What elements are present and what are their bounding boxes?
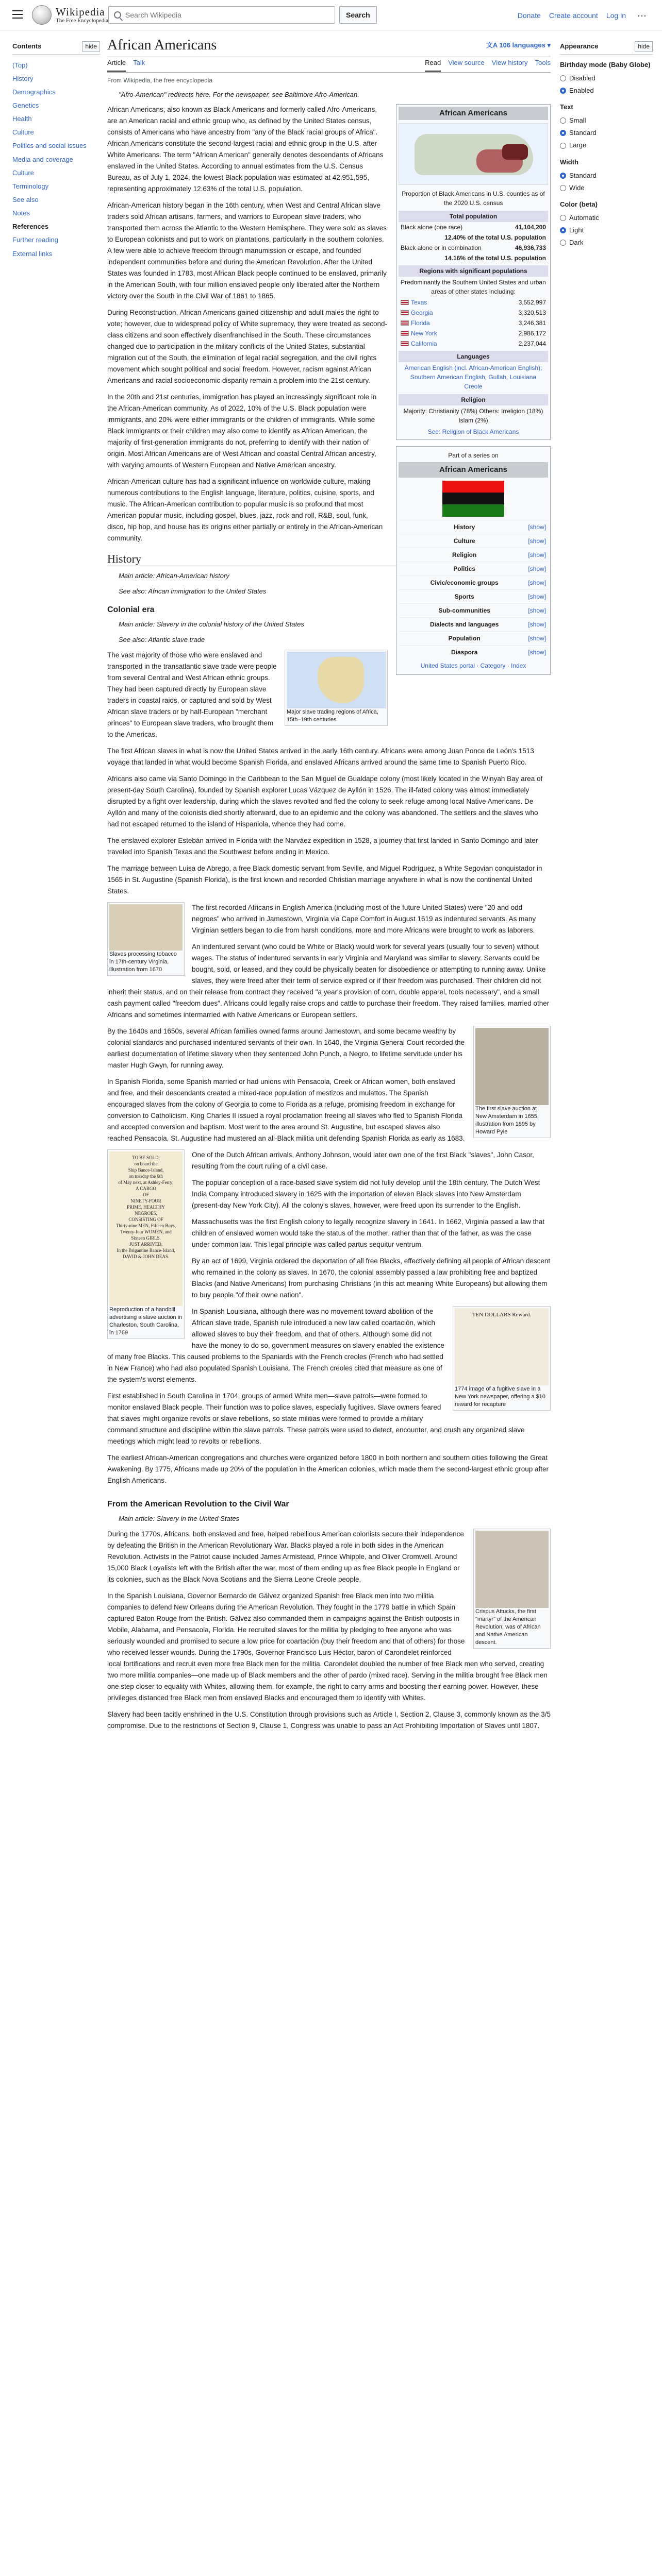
tab-view-source[interactable]: View source — [448, 59, 485, 67]
reward-notice-image-caption: 1774 image of a fugitive slave in a New York newspaper, offering a $10 reward for recapture — [455, 1385, 545, 1408]
navbox-row[interactable] — [399, 520, 548, 534]
site-header — [0, 0, 662, 31]
handbill-line: TO BE SOLD, — [132, 1155, 160, 1160]
colonial-heading: Colonial era — [107, 605, 155, 614]
search-icon — [114, 11, 121, 19]
width-label: Width — [560, 158, 578, 166]
appearance-panel — [560, 41, 653, 249]
table-of-contents — [12, 41, 100, 261]
toc-item[interactable]: Genetics — [12, 101, 39, 110]
color-option[interactable] — [560, 224, 653, 236]
colonial-paragraph: An indentured servant (who could be White or Black) would work for several years (usually four to seven) without wages. The status of indentured servants in early Virginia and Maryland was similar to slavery. Servants could be bought, sold, or leased, and they could be physically beaten for disobedience or attempting to running away. Unlike slaves, they were freed after their term of service expired or if their freedom was purchased. Their children did not inherit their status, and on their release from contract they received "a year's provision of corn, double apparel, tools necessary", and a small cash payment called "freedom dues". Africans could legally raise crops and cattle to purchase their freedom. They raised families, married other Africans and sometimes intermarried with Native Americans or European settlers. — [107, 942, 550, 1019]
reward-notice-image[interactable] — [453, 1306, 551, 1411]
slave-trade-map-image[interactable] — [287, 652, 386, 708]
languages-heading: Languages — [399, 351, 548, 362]
auction-image-caption: The first slave auction at New Amsterdam in 1655, illustration from 1895 by Howard Pyle — [475, 1105, 539, 1135]
state-name[interactable] — [401, 339, 437, 348]
slave-trade-map[interactable] — [285, 650, 388, 726]
state-label[interactable]: Florida — [411, 319, 430, 327]
navbox-row-label: Population — [448, 634, 481, 642]
appearance-hide-button[interactable]: hide — [635, 41, 653, 52]
handbill-line: In the Brigantine Bance-Island, — [117, 1247, 175, 1253]
crispus-attucks-image-image[interactable] — [475, 1531, 549, 1608]
colonial-paragraph: In Spanish Florida, some Spanish married or had unions with Pensacola, Creek or African women, both enslaved and free, and their descendants created a mixed-race population of mestizos and mulattos. The Spanish encouraged slaves from the colony of Georgia to come to Florida as a refuge, promising freedom in exchange for conversion to Catholicism. King Charles II issued a royal proclamation freeing all slaves who fled to Spanish Florida and accepted conversion and baptism. Most went to the area around St. Augustine, but escaped slaves also reached Pensacola. St. Augustine had mustered an all-Black militia unit defending Spanish Florida as early as 1683. — [107, 1077, 465, 1142]
navbox-row[interactable] — [399, 562, 548, 575]
flag-icon — [401, 341, 409, 346]
revolution-paragraph: During the 1770s, Africans, both enslaved and free, helped rebellious American colonists secure their independence by defeating the British in the American Revolutionary War. Blacks played a role in both sides in the American Revolution. Activists in the Patriot cause included James Armistead, Prince Whipple, and Oliver Cromwell. Around 15,000 Black Loyalists left with the British after the war, most of them ending up as free Black people in England or its colonies, such as the Black Nova Scotians and the Sierra Leone Creole people. — [107, 1530, 464, 1583]
text-size-label: Text — [560, 103, 573, 111]
state-name[interactable] — [401, 308, 433, 317]
history-main-article: Main article: African-American history — [119, 571, 229, 580]
auction-image-image[interactable] — [475, 1028, 549, 1105]
color-option-label: Light — [569, 226, 584, 234]
handbill-line: CONSISTING OF — [128, 1216, 163, 1222]
reward-line: TEN DOLLARS Reward. — [472, 1311, 532, 1318]
radio-icon[interactable] — [560, 240, 566, 246]
colonial-paragraph: One of the Dutch African arrivals, Anthony Johnson, would later own one of the first Black "slaves", John Casor, resulting from the court ruling of a civil case. — [192, 1150, 534, 1170]
slave-trade-map-caption: Major slave trading regions of Africa, 15th–19th centuries — [287, 708, 378, 723]
birthday-option-label: Enabled — [569, 86, 594, 94]
state-name[interactable] — [401, 329, 437, 338]
top-link[interactable]: Donate — [517, 11, 541, 20]
handbill-image[interactable] — [107, 1149, 185, 1339]
page-tabs — [107, 57, 551, 73]
text-size-option[interactable] — [560, 139, 653, 151]
colonial-paragraph: Africans also came via Santo Domingo in the Caribbean to the San Miguel de Gualdape colony (most likely located in the Winyah Bay area of present-day South Carolina), founded by Spanish explorer Lucas Vázquez de Ayllón in 1526. The ill-fated colony was almost immediately disrupted by a fight over leadership, during which the slaves revolted and fled the colony to seek refuge among local Native Americans. De Ayllón and many of the colonists died shortly afterward, due to an epidemic and the colony was abandoned. The settlers and the slaves who had not escaped returned to the island of Hispaniola, whence they had come. — [107, 774, 543, 828]
toc-heading: Contents — [12, 42, 42, 50]
colonial-paragraph: The first African slaves in what is now the United States arrived in the early 16th century. Africans were among Juan Ponce de León's 1513 voyage that landed in what would become Spanish Florida, and enslaved Africans arrived around the same time to Spanish Puerto Rico. — [107, 747, 534, 766]
state-row — [399, 297, 548, 308]
user-links — [518, 10, 626, 22]
radio-icon[interactable] — [560, 88, 566, 94]
series-navbox — [396, 446, 551, 675]
radio-icon[interactable] — [560, 75, 566, 81]
handbill-line: on board the — [134, 1161, 158, 1166]
navbox-footer[interactable]: United States portal · Category · Index — [420, 662, 526, 669]
toc-item[interactable]: Further reading — [12, 236, 58, 244]
globe-logo-icon — [32, 5, 52, 25]
handbill-line: Ship Bance-Island, — [128, 1167, 164, 1173]
width-option[interactable] — [560, 182, 653, 194]
infobox-note: Predominantly the Southern United States and urban areas of other states including: — [401, 278, 546, 295]
color-option[interactable] — [560, 236, 653, 249]
colonial-paragraph: Massachusetts was the first English colony to legally recognize slavery in 1641. In 1662, Virginia passed a law that children of enslaved women would take the status of the mother, rather than that of the father, as was the case under common law. This legal principle was called partus sequitur ventrum. — [192, 1217, 545, 1248]
toc-item[interactable]: See also — [12, 196, 39, 204]
search-input[interactable] — [125, 11, 280, 19]
top-link[interactable]: Log in — [606, 11, 626, 20]
hatnote: "Afro-American" redirects here. For the newspaper, see Baltimore Afro-American. — [119, 90, 359, 98]
state-name[interactable] — [401, 298, 427, 307]
navbox-row-label: Diaspora — [451, 648, 478, 656]
flag-icon — [401, 310, 409, 315]
text-size-option[interactable] — [560, 114, 653, 127]
revolution-main-article: Main article: Slavery in the United States — [119, 1514, 240, 1522]
color-option-label: Automatic — [569, 214, 599, 222]
toc-item[interactable]: Health — [12, 115, 32, 123]
reward-notice-image-image[interactable] — [455, 1308, 549, 1385]
state-label[interactable]: New York — [411, 329, 437, 337]
navbox-row-label: Culture — [453, 537, 475, 545]
navbox-row-label: Sub-communities — [438, 606, 490, 614]
infobox-row — [399, 253, 548, 263]
state-value: 3,320,513 — [518, 309, 546, 316]
crispus-attucks-image-caption: Crispus Attucks, the first "martyr" of the American Revolution, was of African and Native American descent. — [475, 1608, 541, 1646]
intro-paragraph: In the 20th and 21st centuries, immigration has played an increasingly significant role in the African-American community. As of 2022, 10% of the U.S. Black population were immigrants, and 20% were either immigrants or the children of immigrants. While some Black immigrants or their children may also come to identify as African American, the majority of first-generation immigrants do not, preferring to identify with their nation of origin. Most African Americans are of West African and coastal Central African ancestry, with varying amounts of Western European and Native American ancestry. — [107, 393, 377, 469]
handbill-image-caption: Reproduction of a handbill advertising a slave auction in Charleston, South Carolina, in 1769 — [109, 1306, 183, 1336]
intro-paragraph: African-American history began in the 16th century, when West and Central African slave traders sold African artisans, farmers, and warriors to European slave traders, who transported them across the Atlantic to the Western Hemisphere. They were sold as slaves to European colonists and put to work on plantations, particularly in the southern colonies. A few were able to achieve freedom through manumission or escape, and founded independent communities before and during the American Revolution. After the United States was founded in 1783, most African Black people continued to be enslaved, primarily in the American South, with four million enslaved people only liberated after the Northern victory over the South in the Civil War of 1861 to 1865. — [107, 201, 387, 300]
radio-icon[interactable] — [560, 130, 566, 136]
handbill-image-image[interactable] — [109, 1151, 183, 1306]
tab-read[interactable]: Read — [425, 58, 441, 71]
revolution-paragraph: Slavery had been tacitly enshrined in the U.S. Constitution through provisions such as Article I, Section 2, Clause 3, commonly known as the 3/5 compromise. Due to the restrictions of Section 9, Clause 1, Congress was unable to pass an Act Prohibiting Importation of Slaves until 1807. — [107, 1710, 551, 1730]
text-size-option-label: Standard — [569, 129, 597, 137]
handbill-line: on tuesday the 6th — [129, 1173, 163, 1179]
colonial-paragraph: The marriage between Luisa de Abrego, a free Black domestic servant from Seville, and Miguel Rodríguez, a White Segovian conquistador in 1565 in St. Augustine (Spanish Florida), is the first known and recorded Christian marriage anywhere in what is now the continental United States. — [107, 864, 542, 895]
tobacco-image-caption: Slaves processing tobacco in 17th-century Virginia, illustration from 1670 — [109, 951, 177, 973]
toc-item[interactable]: Culture — [12, 168, 34, 177]
site-title: Wikipedia — [56, 5, 105, 18]
row-value: 14.16% of the total U.S. population — [444, 254, 546, 262]
main-content — [107, 36, 551, 1737]
state-value: 3,552,997 — [518, 298, 546, 306]
search-box[interactable] — [108, 6, 335, 24]
state-row — [399, 308, 548, 318]
tab-article[interactable]: Article — [107, 58, 126, 71]
history-heading: History — [107, 553, 551, 566]
tobacco-image-image[interactable] — [109, 904, 183, 951]
state-row — [399, 338, 548, 349]
navbox-row[interactable] — [399, 534, 548, 548]
colonial-main-article: Main article: Slavery in the colonial history of the United States — [119, 620, 304, 628]
toc-item[interactable]: (Top) — [12, 61, 28, 69]
navbox-row-label: Religion — [452, 551, 477, 558]
toc-item[interactable]: Politics and social issues — [12, 142, 87, 150]
tab-tools[interactable]: Tools — [535, 59, 551, 67]
navbox-row-label: Politics — [453, 565, 475, 572]
handbill-line: Sixteen GIRLS. — [131, 1235, 161, 1241]
color-option-label: Dark — [569, 239, 584, 247]
navbox-row-label: Civic/economic groups — [430, 579, 499, 586]
colonial-paragraph: First established in South Carolina in 1704, groups of armed White men—slave patrols—were formed to monitor enslaved Black people. Their function was to police slaves, especially fugitives. Slave owners feared that slaves might organize revolts or slave rebellions, so state militias were formed to provide a military command structure and discipline within the slave patrols. These patrols were used to detect, encounter, and crush any organized slave meetings which might lead to revolts or rebellions. — [107, 1392, 525, 1445]
toc-item[interactable]: Notes — [12, 209, 30, 217]
tobacco-image[interactable] — [107, 902, 185, 976]
page-title: African Americans — [107, 37, 217, 53]
state-value: 2,237,044 — [518, 340, 546, 347]
main-menu-icon[interactable] — [12, 10, 23, 19]
handbill-line: DAVID & JOHN DEAS. — [122, 1253, 170, 1259]
colonial-paragraph: By the 1640s and 1650s, several African families owned farms around Jamestown, and some became wealthy by colonial standards and purchased indentured servants of their own. In 1640, the Virginia General Court recorded the earliest documentation of lifetime slavery when they sentenced John Punch, a Negro, to lifetime servitude under his master Hugh Gwyn, for running away. — [107, 1027, 465, 1069]
navbox-row[interactable] — [399, 645, 548, 659]
intro-paragraph: African-American culture has had a significant influence on worldwide culture, making numerous contributions to the English language, literature, politics, cuisine, sports, and music. The African-American contribution to popular music is so profound that most American popular music, including gospel, blues, jazz, rock and roll, R&B, soul, funk, disco, hip hop, and house has its origins either partially or entirely in the African-American community. — [107, 477, 383, 542]
handbill-line: PRIME, HEALTHY — [127, 1204, 165, 1210]
state-row — [399, 318, 548, 328]
colonial-see-also: See also: Atlantic slave trade — [119, 635, 205, 643]
wikipedia-logo[interactable] — [32, 5, 108, 25]
state-label[interactable]: California — [411, 340, 437, 347]
width-option[interactable] — [560, 170, 653, 182]
navbox-part: Part of a series on — [448, 451, 499, 459]
text-size-option[interactable] — [560, 127, 653, 139]
colonial-paragraph: The enslaved explorer Estebán arrived in Florida with the Narváez expedition in 1528, a journey that first landed in Santo Domingo and later traveled into Spanish Texas and the Southwest before ending in Mexico. — [107, 836, 538, 856]
tab-view-history[interactable]: View history — [491, 59, 528, 67]
row-label: Black alone (one race) — [401, 223, 463, 231]
auction-image[interactable] — [473, 1026, 551, 1138]
infobox-section-heading: Total population — [399, 211, 548, 222]
state-label[interactable]: Texas — [411, 298, 427, 306]
navbox-show-button[interactable]: [show] — [528, 565, 546, 572]
religion-heading: Religion — [399, 394, 548, 405]
handbill-line: A CARGO — [136, 1185, 156, 1191]
intro-paragraph: African Americans, also known as Black Americans and formerly called Afro-Americans, are an American racial and ethnic group who, as defined by the United States census, consists of Americans who have ancestry from "any of the Black racial groups of Africa". African Americans constitute the second-largest racial and ethnic group in the U.S. after White Americans. The term "African American" generally denotes descendants of Africans enslaved in the United States. According to annual estimates from the U.S. Census Bureau, as of July 1, 2024, the lowest Black population was estimated at 42,951,595, representing approximately 12.63% of the total U.S. population. — [107, 105, 384, 193]
radio-icon[interactable] — [560, 143, 566, 149]
pan-african-flag-icon — [442, 481, 504, 517]
more-options-icon[interactable]: ⋯ — [637, 11, 647, 21]
colonial-paragraph: The first recorded Africans in English America (including most of the future United States) were "20 and odd negroes" who arrived in Jamestown, Virginia via Cape Comfort in August 1619 as indentured servants. As many Virginian settlers began to die from harsh conditions, more and more Africans were brought to work as laborers. — [192, 903, 536, 934]
navbox-row[interactable] — [399, 631, 548, 645]
text-size-option-label: Large — [569, 141, 587, 149]
infobox-row — [399, 232, 548, 243]
toc-item[interactable]: Media and coverage — [12, 155, 73, 163]
handbill-line: JUST ARRIVED, — [129, 1241, 163, 1247]
flag-icon — [401, 300, 409, 305]
navbox-show-button[interactable]: [show] — [528, 551, 546, 558]
navbox-show-button[interactable]: [show] — [528, 579, 546, 586]
row-label: Black alone or in combination — [401, 244, 482, 251]
color-label: Color (beta) — [560, 200, 598, 208]
handbill-line: Twenty-four WOMEN, and — [120, 1229, 172, 1234]
revolution-heading: From the American Revolution to the Civil War — [107, 1499, 289, 1509]
birthday-option-label: Disabled — [569, 74, 595, 82]
toc-item[interactable]: External links — [12, 249, 53, 258]
handbill-line: OF — [143, 1192, 149, 1197]
handbill-line: Thirty-nine MEN, Fifteen Boys, — [115, 1223, 176, 1228]
navbox-title: African Americans — [399, 462, 548, 478]
navbox-row[interactable] — [399, 617, 548, 631]
state-name[interactable] — [401, 318, 430, 328]
colonial-paragraph: By an act of 1699, Virginia ordered the deportation of all free Blacks, effectively defining all people of African descent who remained in the colony as slaves. In 1670, the colonial assembly passed a law prohibiting free and baptized Blacks (and Native Americans) from purchasing Christians (in this act meaning White Europeans) but allowing them to buy people "of their owne nation". — [192, 1257, 551, 1299]
handbill-line: NEGROES, — [135, 1210, 157, 1216]
radio-icon[interactable] — [560, 227, 566, 233]
navbox-show-button[interactable]: [show] — [528, 620, 546, 628]
flag-icon — [401, 320, 409, 326]
site-subtitle: The Free Encyclopedia — [56, 17, 109, 24]
tagline: From Wikipedia, the free encyclopedia — [107, 77, 213, 84]
map-caption: Proportion of Black Americans in U.S. counties as of the 2020 U.S. census — [402, 190, 545, 207]
state-value: 2,986,172 — [518, 329, 546, 337]
infobox-title: African Americans — [399, 107, 548, 120]
toc-item[interactable]: Demographics — [12, 88, 56, 96]
top-link[interactable]: Create account — [549, 11, 598, 20]
navbox-show-button[interactable]: [show] — [528, 523, 546, 531]
revolution-paragraph: In the Spanish Louisiana, Governor Bernardo de Gálvez organized Spanish free Black men into two militia companies to defend New Orleans during the American Revolution. They fought in the 1779 battle in which Spain captured Baton Rouge from the British. Gálvez also commanded them in campaigns against the British outposts in Mobile, Alabama, and Pensacola, Florida. He recruited slaves for the militia by pledging to free anyone who was seriously wounded and promised to secure a low price for coartación (buy their freedom and that of others) for those who received lesser wounds. During the 1790s, Governor Francisco Luis Héctor, baron of Carondelet reinforced local fortifications and recruit even more free Black men for the militia. Carondelet doubled the number of free Black men who served, creating two more militia companies—one made up of Black members and the other of pardo (mixed race). Serving in the militia brought free Black men one step closer to equality with Whites, allowing them, for example, the right to carry arms and boosting their earning power. However, these privileges distanced free Black men from enslaved Blacks and encouraged them to identify with Whites. — [107, 1591, 548, 1702]
toc-hide-button[interactable]: hide — [82, 41, 100, 52]
navbox-row[interactable] — [399, 575, 548, 589]
appearance-heading: Appearance — [560, 42, 599, 50]
birthday-option[interactable] — [560, 72, 653, 84]
birthday-option[interactable] — [560, 84, 653, 97]
navbox-row-label: Dialects and languages — [429, 620, 499, 628]
radio-icon[interactable] — [560, 185, 566, 191]
toc-item[interactable]: References — [12, 223, 49, 231]
colonial-paragraph: The popular conception of a race-based slave system did not fully develop until the 18th century. The Dutch West India Company introduced slavery in 1625 with the importation of eleven Black slaves into New Amsterdam (present-day New York City). All the colony's slaves, however, were freed upon its surrender to the English. — [192, 1178, 540, 1209]
colonial-paragraph: The earliest African-American congregations and churches were organized before 1800 in both northern and southern cities following the Great Awakening. By 1775, Africans made up 20% of the population in the American colonies, which made them the second-largest ethnic group after English Americans. — [107, 1453, 549, 1484]
languages-value[interactable]: American English (incl. African-American English); Southern American English, Gullah, Louisiana Creole — [404, 364, 542, 390]
row-value: 41,104,200 — [515, 223, 546, 231]
row-value: 46,936,733 — [515, 244, 546, 251]
width-option-label: Standard — [569, 171, 597, 179]
width-option-label: Wide — [569, 183, 585, 192]
search-button[interactable]: Search — [339, 6, 377, 24]
flag-icon — [401, 331, 409, 336]
toc-item[interactable]: History — [12, 74, 34, 82]
population-map[interactable] — [399, 123, 548, 185]
handbill-line: of May next, at Ashley-Ferry; — [118, 1179, 174, 1185]
state-value: 3,246,381 — [518, 319, 546, 327]
language-button[interactable]: 文A 106 languages ▾ — [486, 41, 551, 49]
infobox-section-heading: Regions with significant populations — [399, 265, 548, 277]
birthday-label: Birthday mode (Baby Globe) — [560, 60, 651, 69]
color-option[interactable] — [560, 212, 653, 224]
navbox-show-button[interactable]: [show] — [528, 648, 546, 656]
tab-talk[interactable]: Talk — [133, 59, 145, 67]
crispus-attucks-image[interactable] — [473, 1529, 551, 1649]
state-label[interactable]: Georgia — [411, 309, 433, 316]
navbox-row-label: History — [453, 523, 475, 531]
navbox-show-button[interactable]: [show] — [528, 606, 546, 614]
intro-paragraph: During Reconstruction, African Americans gained citizenship and adult males the right to vote; however, due to widespread policy of White supremacy, they were treated as second-class citizens and soon effectively disenfranchised in the South. These circumstances changed due to participation in the military conflicts of the United States, substantial migration out of the South, the elimination of legal racial segregation, and the civil rights movement which sought political and social freedom. However, racism against African Americans and racial socioeconomic disparity remain a problem into the 21st century. — [107, 308, 388, 384]
toc-item[interactable]: Culture — [12, 128, 34, 137]
infobox — [396, 104, 551, 440]
radio-icon[interactable] — [560, 173, 566, 179]
text-size-option-label: Small — [569, 116, 586, 125]
navbox-row[interactable] — [399, 603, 548, 617]
toc-item[interactable]: Terminology — [12, 182, 49, 190]
navbox-row-label: Sports — [454, 592, 474, 600]
handbill-line: NINETY-FOUR — [130, 1198, 161, 1204]
history-see-also: See also: African immigration to the United States — [119, 587, 267, 595]
radio-icon[interactable] — [560, 117, 566, 124]
infobox-row — [399, 243, 548, 253]
state-row — [399, 328, 548, 338]
colonial-paragraph: The vast majority of those who were enslaved and transported in the transatlantic slave trade were people from several Central and West African ethnic groups. They had been captured directly by European slave traders in coastal raids, or captured and sold by West African slave traders or by half-European "merchant princes" to European slave traders, who brought them to the Americas. — [107, 651, 277, 738]
radio-icon[interactable] — [560, 215, 566, 221]
navbox-show-button[interactable]: [show] — [528, 537, 546, 545]
colonial-paragraph: In Spanish Louisiana, although there was no movement toward abolition of the African slave trade, Spanish rule introduced a new law called coartación, which allowed slaves to buy their freedom, and that of others. Although some did not have the money to do so, government measures on slavery enabled the existence of many free Blacks. This caused problems to the Spaniards with the French creoles (French who had settled in New France) who had also populated Spanish Louisiana. The French creoles cited that measure as one of the system's worst elements. — [107, 1307, 445, 1383]
navbox-show-button[interactable]: [show] — [528, 592, 546, 600]
navbox-row[interactable] — [399, 589, 548, 603]
navbox-row[interactable] — [399, 548, 548, 562]
infobox-row — [399, 222, 548, 232]
religion-link[interactable]: See: Religion of Black Americans — [427, 428, 519, 435]
religion-value: Majority: Christianity (78%) Others: Irreligion (18%) Islam (2%) — [403, 407, 543, 424]
row-value: 12.40% of the total U.S. population — [444, 233, 546, 241]
navbox-show-button[interactable]: [show] — [528, 634, 546, 642]
